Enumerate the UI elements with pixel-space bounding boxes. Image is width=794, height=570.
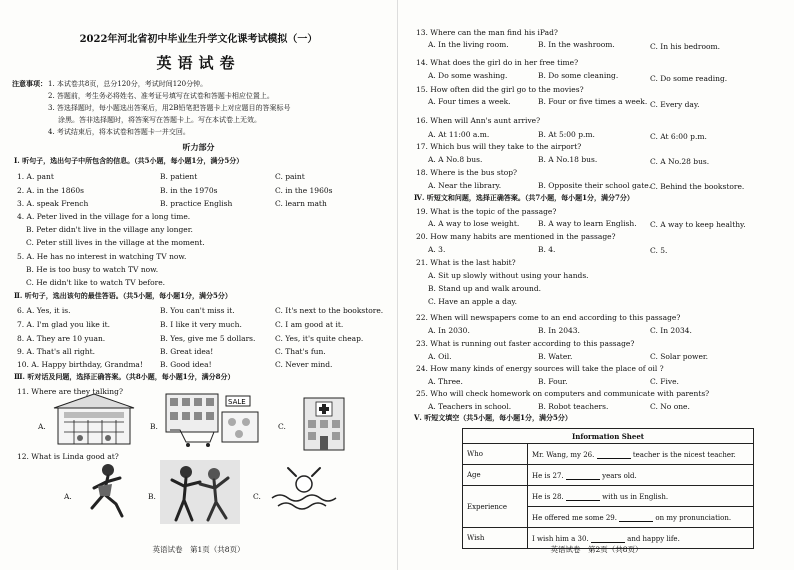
q21-option-c: C. Have an apple a day. bbox=[428, 297, 518, 306]
row-label: Experience bbox=[463, 486, 528, 528]
answer-blank-30[interactable] bbox=[591, 534, 625, 543]
q19-question: 19. What is the topic of the passage? bbox=[416, 207, 557, 216]
q5-option-a: 5. A. He has no interest in watching TV now. bbox=[17, 252, 187, 261]
table-row bbox=[463, 444, 754, 465]
row-content bbox=[528, 486, 754, 507]
q15-option-a: A. Four times a week. bbox=[428, 97, 511, 106]
running-girl-picture bbox=[76, 460, 136, 526]
q16-option-c: C. At 6:00 p.m. bbox=[650, 132, 707, 141]
row-content bbox=[528, 465, 754, 486]
q2-option-c: C. in the 1960s bbox=[275, 186, 333, 195]
q19-option-b: B. A way to learn English. bbox=[538, 219, 637, 228]
table-header: Information Sheet bbox=[463, 429, 754, 444]
page-footer-left: 英语试卷 第1页（共8页） bbox=[152, 545, 245, 554]
row-text: I wish him a 30. bbox=[532, 534, 589, 543]
table-row bbox=[463, 486, 754, 507]
row-label: Age bbox=[463, 465, 528, 486]
q18-option-a: A. Near the library. bbox=[428, 181, 502, 190]
dancing-people-picture bbox=[160, 460, 240, 528]
q4-option-b: B. Peter didn't live in the village any longer. bbox=[26, 225, 193, 234]
q22-option-a: A. In 2030. bbox=[428, 326, 470, 335]
library-picture bbox=[50, 392, 138, 451]
row-text: on my pronunciation. bbox=[655, 513, 732, 522]
q11-label-a: A. bbox=[38, 422, 46, 431]
q19-option-a: A. A way to lose weight. bbox=[428, 219, 520, 228]
q13-option-c: C. In his bedroom. bbox=[650, 42, 721, 51]
row-text: Mr. Wang, my 26. bbox=[532, 450, 595, 459]
q16-option-a: A. At 11:00 a.m. bbox=[428, 130, 490, 139]
q8-option-a: 8. A. They are 10 yuan. bbox=[17, 334, 106, 343]
q15-option-b: B. Four or five times a week. bbox=[538, 97, 648, 106]
row-text: with us in English. bbox=[602, 492, 669, 501]
q10-option-a: 10. A. Happy birthday, Grandma! bbox=[17, 360, 143, 369]
q25-option-a: A. Teachers in school. bbox=[428, 402, 512, 411]
section-2-heading: Ⅱ. 听句子，选出该句的最佳答语。（共5小题，每小题1分，满分5分） bbox=[14, 291, 232, 300]
q21-question: 21. What is the last habit? bbox=[416, 258, 516, 267]
q6-option-b: B. You can't miss it. bbox=[160, 306, 235, 315]
q9-option-a: 9. A. That's all right. bbox=[17, 347, 96, 356]
q14-option-a: A. Do some washing. bbox=[428, 71, 508, 80]
q1-option-a: 1. A. pant bbox=[17, 172, 54, 181]
q23-question: 23. What is running out faster according to this passage? bbox=[416, 339, 635, 348]
q5-option-b: B. He is too busy to watch TV now. bbox=[26, 265, 159, 274]
q13-question: 13. Where can the man find his iPad? bbox=[416, 28, 558, 37]
row-text: He is 28. bbox=[532, 492, 564, 501]
section-1-heading: Ⅰ. 听句子，选出句子中所包含的信息。（共5小题，每小题1分，满分5分） bbox=[14, 156, 244, 165]
answer-blank-27[interactable] bbox=[566, 471, 600, 480]
q1-option-c: C. paint bbox=[275, 172, 305, 181]
q3-option-a: 3. A. speak French bbox=[17, 199, 89, 208]
table-row bbox=[463, 465, 754, 486]
q16-question: 16. When will Ann's aunt arrive? bbox=[416, 116, 541, 125]
q17-question: 17. Which bus will they take to the airport? bbox=[416, 142, 582, 151]
note-line: 2. 答题前，考生务必将姓名、准考证号填写在试卷和答题卡相应位置上。 bbox=[48, 92, 274, 100]
row-text: He is 27. bbox=[532, 471, 564, 480]
row-content bbox=[528, 444, 754, 465]
sale-sign: SALE bbox=[228, 398, 246, 406]
information-sheet-table bbox=[462, 428, 754, 549]
q25-option-c: C. No one. bbox=[650, 402, 690, 411]
answer-blank-29[interactable] bbox=[619, 513, 653, 522]
section-4-heading: Ⅳ. 听短文和问题，选择正确答案。（共7小题，每小题1分，满分7分） bbox=[414, 193, 634, 202]
q6-option-a: 6. A. Yes, it is. bbox=[17, 306, 71, 315]
q20-option-b: B. 4. bbox=[538, 245, 556, 254]
row-text: He offered me some 29. bbox=[532, 513, 617, 522]
q12-label-b: B. bbox=[148, 492, 156, 501]
hospital-picture bbox=[296, 392, 352, 456]
q10-option-c: C. Never mind. bbox=[275, 360, 333, 369]
row-text: teacher is the nicest teacher. bbox=[632, 450, 736, 459]
q8-option-b: B. Yes, give me 5 dollars. bbox=[160, 334, 256, 343]
notes-label: 注意事项： bbox=[12, 79, 47, 88]
q14-option-c: C. Do some reading. bbox=[650, 74, 728, 83]
row-content bbox=[528, 507, 754, 528]
q11-label-b: B. bbox=[150, 422, 158, 431]
q25-option-b: B. Robot teachers. bbox=[538, 402, 609, 411]
q13-option-a: A. In the living room. bbox=[428, 40, 509, 49]
q5-option-c: C. He didn't like to watch TV before. bbox=[26, 278, 166, 287]
q20-question: 20. How many habits are mentioned in the passage? bbox=[416, 232, 616, 241]
q10-option-b: B. Good idea! bbox=[160, 360, 212, 369]
q13-option-b: B. In the washroom. bbox=[538, 40, 615, 49]
q14-question: 14. What does the girl do in her free time? bbox=[416, 58, 579, 67]
note-line: 4. 考试结束后，将本试卷和答题卡一并交回。 bbox=[48, 128, 190, 136]
q23-option-a: A. Oil. bbox=[428, 352, 452, 361]
q9-option-c: C. That's fun. bbox=[275, 347, 326, 356]
section-5-heading: Ⅴ. 听短文填空（共5小题，每小题1分，满分5分） bbox=[414, 413, 572, 422]
q3-option-c: C. learn math bbox=[275, 199, 327, 208]
q11-label-c: C. bbox=[278, 422, 286, 431]
q8-option-c: C. Yes, it's quite cheap. bbox=[275, 334, 364, 343]
q17-option-a: A. A No.8 bus. bbox=[428, 155, 483, 164]
q23-option-b: B. Water. bbox=[538, 352, 573, 361]
q16-option-b: B. At 5:00 p.m. bbox=[538, 130, 595, 139]
q9-option-b: B. Great idea! bbox=[160, 347, 214, 356]
q2-option-a: 2. A. in the 1860s bbox=[17, 186, 84, 195]
note-line: 3. 答选择题时，每小题选出答案后，用2B铅笔把答题卡上对应题目的答案标号 bbox=[48, 104, 291, 112]
q2-option-b: B. in the 1970s bbox=[160, 186, 218, 195]
q4-option-a: 4. A. Peter lived in the village for a long time. bbox=[17, 212, 191, 221]
q24-question: 24. How many kinds of energy sources will take the place of oil ? bbox=[416, 364, 664, 373]
q22-question: 22. When will newspapers come to an end according to this passage? bbox=[416, 313, 681, 322]
q22-option-c: C. In 2034. bbox=[650, 326, 692, 335]
q7-option-b: B. I like it very much. bbox=[160, 320, 242, 329]
q14-option-b: B. Do some cleaning. bbox=[538, 71, 619, 80]
q24-option-c: C. Five. bbox=[650, 377, 679, 386]
q20-option-a: A. 3. bbox=[428, 245, 446, 254]
q19-option-c: C. A way to keep healthy. bbox=[650, 220, 746, 229]
answer-blank-26[interactable] bbox=[597, 450, 631, 459]
listening-title: 听力部分 bbox=[182, 142, 215, 152]
q3-option-b: B. practice English bbox=[160, 199, 233, 208]
q21-option-a: A. Sit up slowly without using your hands. bbox=[428, 271, 589, 280]
note-line: 1. 本试卷共8页，总分120分，考试时间120分钟。 bbox=[48, 80, 208, 88]
q18-option-c: C. Behind the bookstore. bbox=[650, 182, 745, 191]
swimming-picture bbox=[268, 466, 338, 520]
row-label: Who bbox=[463, 444, 528, 465]
q12-question: 12. What is Linda good at? bbox=[17, 452, 119, 461]
answer-blank-28[interactable] bbox=[566, 492, 600, 501]
q7-option-c: C. I am good at it. bbox=[275, 320, 344, 329]
supermarket-picture bbox=[162, 392, 262, 451]
q18-question: 18. Where is the bus stop? bbox=[416, 168, 518, 177]
q17-option-b: B. A No.18 bus. bbox=[538, 155, 598, 164]
q22-option-b: B. In 2043. bbox=[538, 326, 580, 335]
q12-label-a: A. bbox=[64, 492, 72, 501]
row-text: and happy life. bbox=[627, 534, 680, 543]
q7-option-a: 7. A. I'm glad you like it. bbox=[17, 320, 111, 329]
q17-option-c: C. A No.28 bus. bbox=[650, 157, 710, 166]
q21-option-b: B. Stand up and walk around. bbox=[428, 284, 542, 293]
exam-page-right bbox=[397, 0, 794, 570]
q24-option-b: B. Four. bbox=[538, 377, 568, 386]
note-line: 涂黑。答非选择题时，将答案写在答题卡上。写在本试卷上无效。 bbox=[58, 116, 261, 124]
exam-title: 2022年河北省初中毕业生升学文化课考试模拟（一） bbox=[79, 34, 318, 45]
q24-option-a: A. Three. bbox=[428, 377, 463, 386]
row-text: years old. bbox=[602, 471, 637, 480]
q12-label-c: C. bbox=[253, 492, 261, 501]
q6-option-c: C. It's next to the bookstore. bbox=[275, 306, 384, 315]
q11-question: 11. Where are they talking? bbox=[17, 387, 123, 396]
q25-question: 25. Who will check homework on computers and communicate with parents? bbox=[416, 389, 710, 398]
row-label: Wish bbox=[463, 528, 528, 549]
section-3-heading: Ⅲ. 听对话及问题，选择正确答案。（共8小题，每小题1分，满分8分） bbox=[14, 372, 235, 381]
subject-title: 英语试卷 bbox=[156, 54, 241, 72]
q23-option-c: C. Solar power. bbox=[650, 352, 709, 361]
q1-option-b: B. patient bbox=[160, 172, 198, 181]
q15-question: 15. How often did the girl go to the movies? bbox=[416, 85, 584, 94]
q4-option-c: C. Peter still lives in the village at the moment. bbox=[26, 238, 205, 247]
page-footer-right: 英语试卷 第2页（共8页） bbox=[550, 545, 643, 554]
q20-option-c: C. 5. bbox=[650, 246, 668, 255]
q18-option-b: B. Opposite their school gate. bbox=[538, 181, 652, 190]
q15-option-c: C. Every day. bbox=[650, 100, 700, 109]
